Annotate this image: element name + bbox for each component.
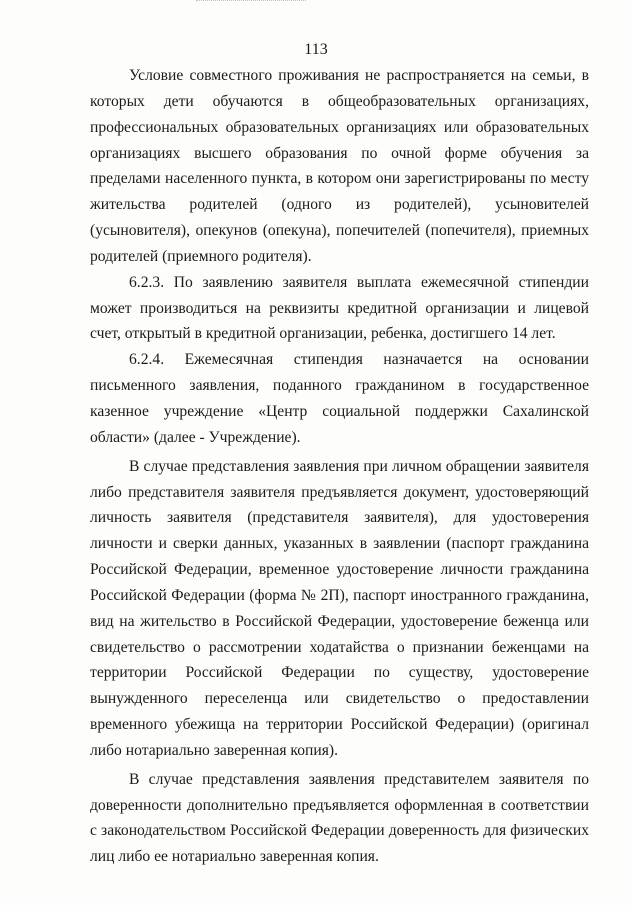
page-number: 113 <box>304 41 328 58</box>
paragraph-6-2-4: 6.2.4. Ежемесячная стипендия назначается на основании письменного заявления, поданного гражданином в государственное казенное учреждение «Центр социальной поддержки Сахалинской области» (далее - Учреждение). <box>90 351 589 446</box>
paragraph-6-2-3: 6.2.3. По заявлению заявителя выплата ежемесячной стипендии может производиться на реквизиты кредитной организации и лицевой счет, открытый в кредитной организации, ребенка, достигшего 14 лет. <box>90 273 589 343</box>
scan-artifact <box>196 0 306 4</box>
paragraph-personal-application: В случае представления заявления при личном обращении заявителя либо представителя заявителя предъявляется документ, удостоверяющий личность заявителя (представителя заявителя), для удостоверения личности и сверки данных, указанных в заявлении (паспорт гражданина Российской Федерации, временное удостоверение личности гражданина Российской Федерации (форма № 2П), паспорт иностранного гражданина, вид на жительство в Российской Федерации, удостоверение беженца или свидетельство о рассмотрении ходатайства о признании беженцами на территории Российской Федерации по существу, удостоверение вынужденного переселенца или свидетельство о предоставлении временного убежища на территории Российской Федерации) (оригинал либо нотариально заверенная копия). <box>90 457 589 759</box>
document-body <box>90 63 589 870</box>
paragraph-cohabitation-condition: Условие совместного проживания не распространяется на семьи, в которых дети обучаются в общеобразовательных организациях, профессиональных образовательных организациях или образовательных организациях высшего образования по очной форме обучения за пределами населенного пункта, в котором они зарегистрированы по месту жительства родителей (одного из родителей), усыновителей (усыновителя), опекунов (опекуна), попечителей (попечителя), приемных родителей (приемного родителя). <box>90 67 589 265</box>
paragraph-representative-application: В случае представления заявления представителем заявителя по доверенности дополнительно предъявляется оформленная в соответствии с законодательством Российской Федерации доверенность для физических лиц либо ее нотариально заверенная копия. <box>90 770 589 866</box>
